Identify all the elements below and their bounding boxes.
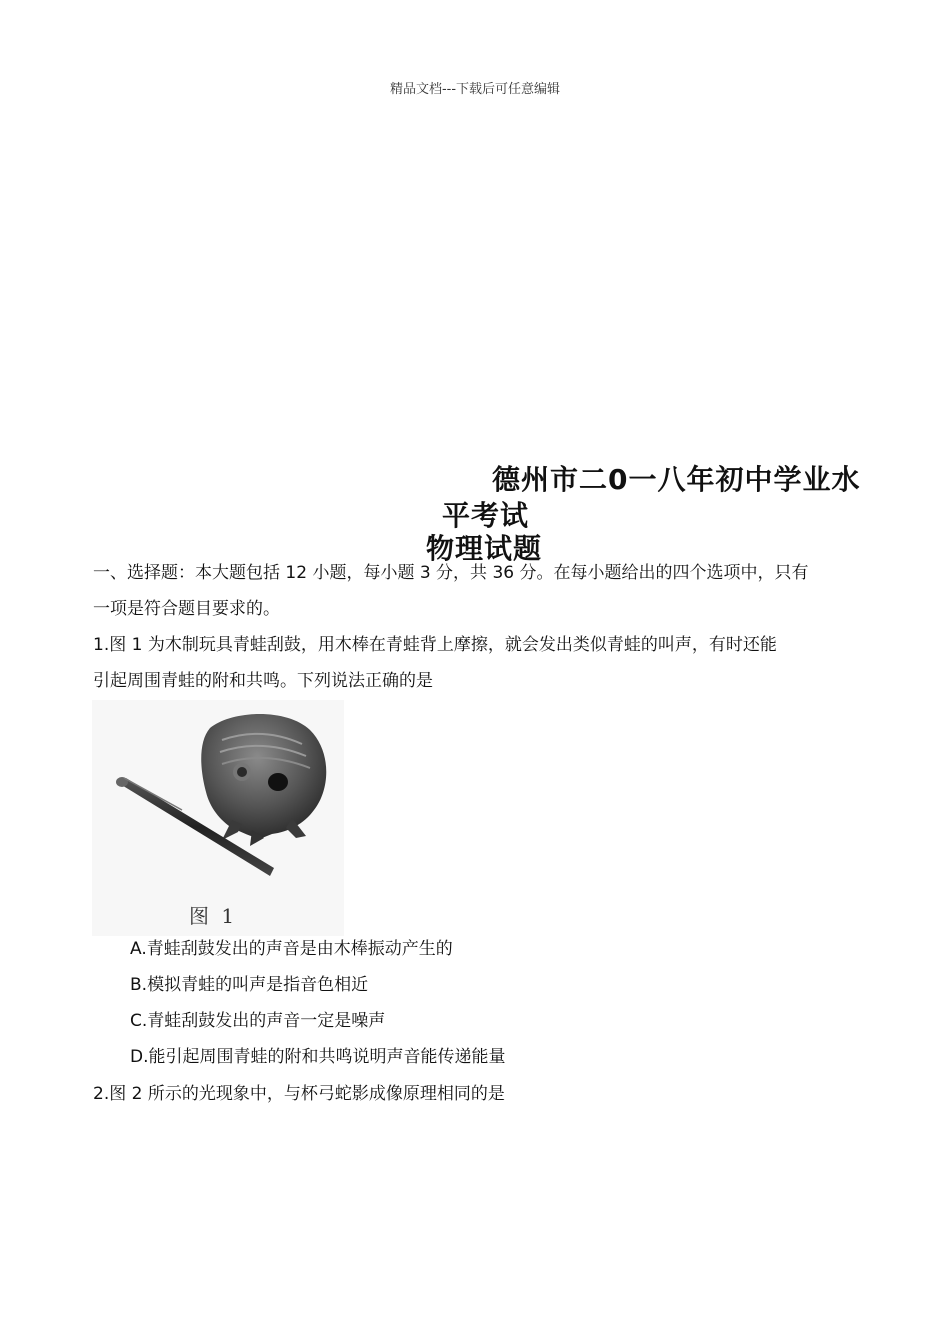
frog-body xyxy=(201,714,326,838)
section-instructions-line-1: 一、选择题：本大题包括 12 小题，每小题 3 分，共 36 分。在每小题给出的四个选项中，只有 xyxy=(93,563,809,583)
section-instructions-line-2: 一项是符合题目要求的。 xyxy=(93,599,280,619)
question-1-option-b: B.模拟青蛙的叫声是指音色相近 xyxy=(130,975,369,995)
figure-1-frog-guiro-image xyxy=(92,700,344,936)
exam-title-line-1: 德州市二0一八年初中学业水 xyxy=(492,463,861,496)
document-header-note: 精品文档---下载后可任意编辑 xyxy=(389,82,561,97)
exam-title-line-2: 平考试 xyxy=(442,499,530,532)
exam-subtitle: 物理试题 xyxy=(426,532,543,565)
question-1-option-c: C.青蛙刮鼓发出的声音一定是噪声 xyxy=(130,1011,386,1031)
question-2-stem: 2.图 2 所示的光现象中，与杯弓蛇影成像原理相同的是 xyxy=(93,1084,505,1104)
question-1-option-a: A.青蛙刮鼓发出的声音是由木棒振动产生的 xyxy=(130,939,453,959)
frog-mouth-hole xyxy=(268,773,288,791)
question-1-stem-line-2: 引起周围青蛙的附和共鸣。下列说法正确的是 xyxy=(93,671,433,691)
question-1-stem-line-1: 1.图 1 为木制玩具青蛙刮鼓，用木棒在青蛙背上摩擦，就会发出类似青蛙的叫声，有时还能 xyxy=(93,635,777,655)
question-1-option-d: D.能引起周围青蛙的附和共鸣说明声音能传递能量 xyxy=(130,1047,506,1067)
figure-1-caption: 图 1 xyxy=(189,904,238,928)
